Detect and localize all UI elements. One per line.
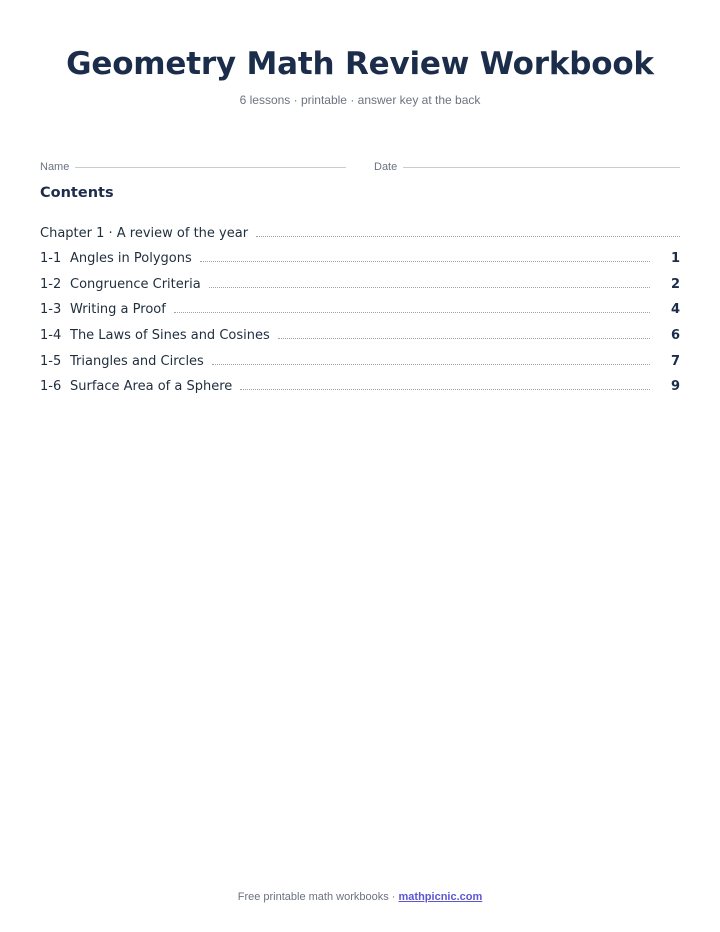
lesson-page: 4 <box>670 302 680 317</box>
lesson-page: 1 <box>670 251 680 266</box>
toc-row[interactable] <box>40 323 680 343</box>
dot-leader <box>256 236 680 237</box>
footer-text: Free printable math workbooks · <box>237 891 399 903</box>
lesson-title: Congruence Criteria <box>70 277 201 292</box>
lesson-page: 7 <box>670 354 680 369</box>
lesson-title: Angles in Polygons <box>70 251 192 266</box>
lesson-number: 1-4 <box>40 328 62 343</box>
toc-row[interactable] <box>40 374 680 394</box>
toc-row[interactable] <box>40 349 680 369</box>
lesson-title: The Laws of Sines and Cosines <box>70 328 270 343</box>
dot-leader <box>174 312 650 313</box>
page-title: Geometry Math Review Workbook <box>66 46 654 82</box>
lesson-number: 1-1 <box>40 251 62 266</box>
lesson-number: 1-2 <box>40 277 62 292</box>
dot-leader <box>240 389 650 390</box>
toc-row[interactable] <box>40 297 680 317</box>
lesson-page: 2 <box>670 277 680 292</box>
name-line <box>75 167 346 168</box>
dot-leader <box>278 338 650 339</box>
lesson-number: 1-6 <box>40 379 62 394</box>
footer <box>0 891 720 903</box>
dot-leader <box>200 261 650 262</box>
name-field[interactable] <box>40 157 346 173</box>
toc-row[interactable] <box>40 246 680 266</box>
lesson-number: 1-5 <box>40 354 62 369</box>
contents-heading: Contents <box>40 185 114 201</box>
lesson-title: Writing a Proof <box>70 302 166 317</box>
date-field[interactable] <box>374 157 680 173</box>
date-label: Date <box>374 161 398 173</box>
lesson-title: Triangles and Circles <box>70 354 204 369</box>
lesson-number: 1-3 <box>40 302 62 317</box>
page-subtitle: 6 lessons · printable · answer key at the back <box>239 93 481 107</box>
footer-link[interactable]: mathpicnic.com <box>398 891 483 903</box>
toc-row[interactable] <box>40 272 680 292</box>
chapter-title: Chapter 1 · A review of the year <box>40 226 249 241</box>
lesson-page: 6 <box>670 328 680 343</box>
dot-leader <box>209 287 650 288</box>
lesson-title: Surface Area of a Sphere <box>70 379 233 394</box>
dot-leader <box>212 364 650 365</box>
date-line <box>403 167 680 168</box>
toc-chapter-row <box>40 221 680 241</box>
name-label: Name <box>40 161 70 173</box>
lesson-page: 9 <box>670 379 680 394</box>
